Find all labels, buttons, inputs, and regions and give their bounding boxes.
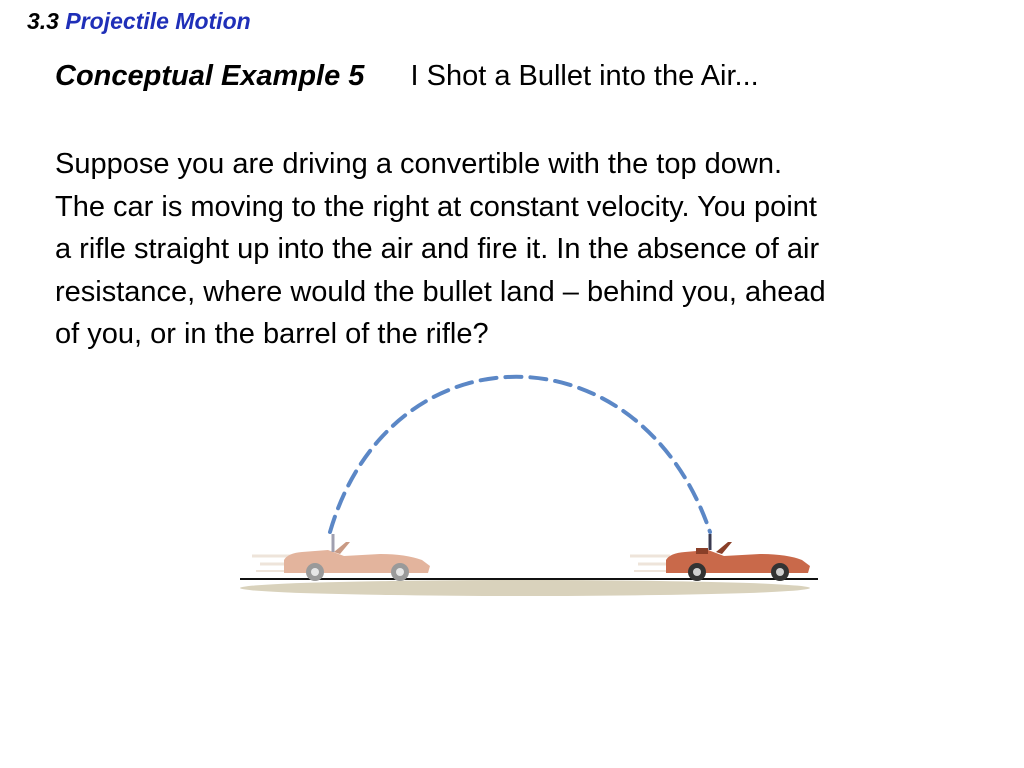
problem-statement <box>55 143 985 356</box>
problem-line: Suppose you are driving a convertible with the top down. <box>55 148 783 180</box>
ground-shadow <box>240 580 810 596</box>
example-heading <box>55 60 759 93</box>
projectile-illustration <box>230 370 830 610</box>
projectile-figure <box>230 370 830 610</box>
section-title: Projectile Motion <box>65 8 251 34</box>
bullet-trajectory <box>330 377 710 532</box>
problem-line: The car is moving to the right at constant velocity. You point <box>55 190 817 223</box>
convertible-car-end <box>630 534 810 581</box>
section-number: 3.3 <box>27 8 59 34</box>
problem-line: resistance, where would the bullet land – behind you, ahead <box>55 275 826 308</box>
problem-line: a rifle straight up into the air and fire it. In the absence of air <box>55 233 820 265</box>
section-header <box>27 8 251 35</box>
example-label: Conceptual Example 5 <box>55 60 365 92</box>
convertible-car-start <box>252 534 430 581</box>
example-title: I Shot a Bullet into the Air... <box>410 60 759 92</box>
problem-line: of you, or in the barrel of the rifle? <box>55 318 489 350</box>
motion-streaks-end <box>630 556 672 571</box>
